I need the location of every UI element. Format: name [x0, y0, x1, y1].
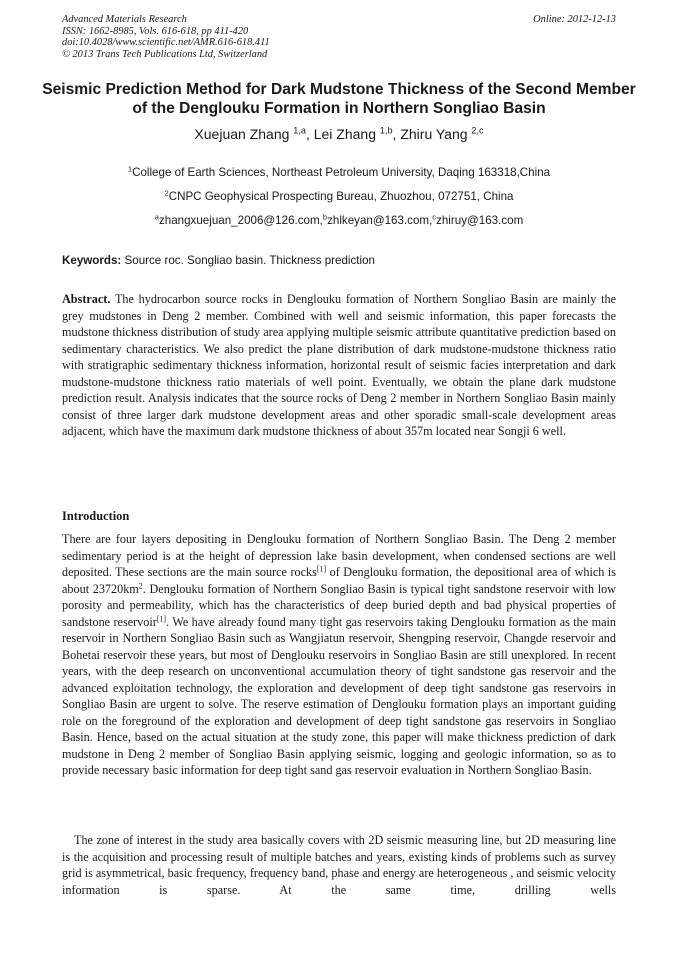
author-list: Xuejuan Zhang $^{1,a}$, Lei Zhang $^{1,b}$, Zhiru Yang $^{2,c}$: [194, 125, 484, 142]
affiliation-2: [0, 190, 678, 203]
page-header: [62, 14, 616, 60]
email-address: zhangxuejuan_2006@126.com,: [158, 214, 323, 227]
email-address: zhiruy@163.com: [436, 214, 524, 227]
section-heading-introduction: Introduction: [62, 509, 130, 523]
author-affiliation-mark: 1,b: [379, 125, 393, 136]
abstract-text: The hydrocarbon source rocks in Denglouku formation of Northern Songliao Basin are mainly the grey mudstones in Deng 2 member. Combined with well and seismic information, this paper forecasts the mudstone thickness distribution of study area applying multiple seismic attribute quantitative prediction based on sedimentary characteristics. We also predict the plane distribution of dark mudstone-mudstone thickness ratio with stratigraphic sedimentary thickness information, horizontal result of seismic facies interpretation and dark mudstone-mudstone thickness ratio materials of well point. Eventually, we obtain the plane dark mudstone prediction result. Analysis indicates that the source rocks of Deng 2 member in Northern Songliao Basin mainly consist of three larger dark mudstone development areas and other sporadic small-scale development areas adjacent, which have the maximum dark mudstone thickness of about 357m located near Songji 6 well.: [62, 292, 616, 438]
keywords-text: Source roc. Songliao basin. Thickness prediction: [124, 254, 375, 267]
issn-line: ISSN: 1662-8985, Vols. 616-618, pp 411-420: [62, 25, 249, 37]
affiliation-text: College of Earth Sciences, Northeast Petroleum University, Daqing 163318,China: [132, 166, 551, 179]
author-emails: [0, 214, 678, 227]
author-name: Xuejuan Zhang: [194, 126, 290, 142]
keywords-label: Keywords:: [62, 254, 122, 267]
paragraph-text: of Denglouku formation, the depositional area of which is about 23720km: [62, 565, 616, 596]
paper-title: Seismic Prediction Method for Dark Mudstone Thickness of the Second Member of the Denglouku Formation in Northern Songliao Basin: [42, 81, 636, 117]
citation-ref: [1]: [156, 613, 167, 623]
copyright-line: © 2013 Trans Tech Publications Ltd, Switzerland: [62, 48, 268, 60]
affiliation-mark: 1: [127, 164, 133, 174]
author-affiliation-mark: 1,a: [293, 125, 306, 136]
abstract: [62, 291, 616, 440]
online-date: Online: 2012-12-13: [533, 14, 616, 25]
email-mark: c: [432, 212, 437, 222]
journal-name: Advanced Materials Research: [62, 14, 187, 25]
email-mark: b: [322, 212, 328, 222]
affiliation-mark: 2: [164, 188, 169, 198]
doi-line: doi:10.4028/www.scientific.net/AMR.616-618.411: [62, 37, 270, 49]
paragraph-text: . We have already found many tight gas reservoirs taking Denglouku formation as the main reservoir in Northern Songliao Basin such as Wangjiatun reservoir, Shengping reservoir, Changde reservoir and Bohetai reservoir these years, but most of Denglouku reservoirs in Songliao Basin are still unexplored. In recent years, with the deep research on unconventional accumulation theory of tight sandstone gas reservoir and the advanced exploitation technology, the exploration and development of deep tight sandstone gas reservoirs in Songliao Basin are urgent to solve. The reserve estimation of Denglouku formation plays an important guiding role on the foreground of the exploration and development of deep tight sandstone gas reservoirs in Songliao Basin. Hence, based on the actual situation at the study zone, this paper will make thickness prediction of dark mudstone in Deng 2 member of Songliao Basin applying seismic, logging and geologic information, so as to provide necessary basic information for deep tight sand gas reservoir evaluation in Northern Songliao Basin.: [62, 614, 616, 777]
superscript-2: 2: [138, 580, 143, 590]
author-name: Zhiru Yang: [400, 126, 468, 142]
author-affiliation-mark: 2,c: [471, 125, 484, 136]
paragraph-text: . Denglouku formation of Northern Songliao Basin is typical tight sandstone reservoir with low porosity and permeability, which has the characteristics of deep buried depth and bad physical properties of sandstone reservoir: [62, 581, 616, 629]
keywords-line: [62, 254, 616, 267]
author-name: Lei Zhang: [313, 126, 376, 142]
citation-ref: [1]: [316, 564, 327, 574]
affiliation-1: [0, 166, 678, 179]
abstract-label: Abstract.: [62, 292, 111, 306]
affiliation-text: CNPC Geophysical Prospecting Bureau, Zhuozhou, 072751, China: [168, 190, 514, 203]
email-address: zhlkeyan@163.com,: [327, 214, 433, 227]
introduction-paragraph-1: [62, 531, 616, 779]
paragraph-text: There are four layers depositing in Denglouku formation of Northern Songliao Basin. The Deng 2 member sedimentary period is at the height of depression lake basin development, when condensed sections are well deposited. These sections are the main source rocks: [62, 532, 616, 579]
email-mark: a: [154, 212, 159, 222]
introduction-paragraph-2: The zone of interest in the study area basically covers with 2D seismic measuring line, but 2D measuring line is the acquisition and processing result of multiple batches and years, existing kinds of problems such as survey grid is asymmetrical, basic frequency, frequency band, phase and energy are heterogeneous , and seismic velocity information is sparse. At the same time, drilling wells: [62, 833, 616, 897]
